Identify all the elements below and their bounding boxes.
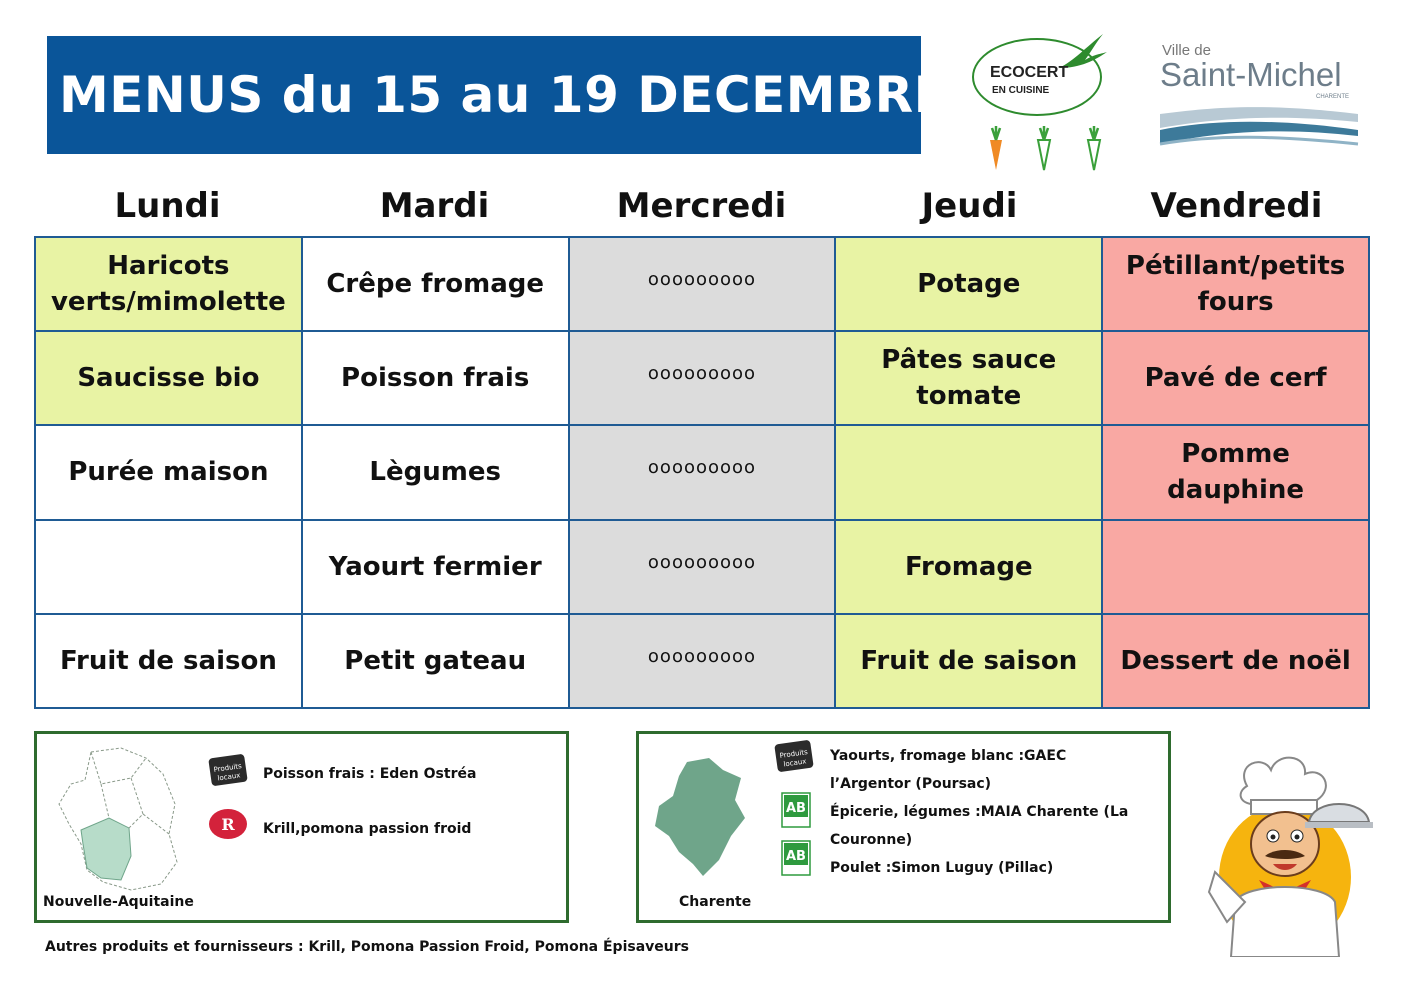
menu-cell: Pâtes sauce tomate <box>835 331 1102 425</box>
menu-cell: ooooooooo <box>569 237 836 331</box>
svg-text:AB: AB <box>786 801 806 816</box>
waves-icon <box>1158 100 1363 152</box>
footer-note: Autres produits et fournisseurs : Krill, Pomona Passion Froid, Pomona Épisaveurs <box>45 939 689 955</box>
day-header-lundi: Lundi <box>114 186 221 226</box>
ab-bio-badge-icon <box>781 840 811 876</box>
day-header-mardi: Mardi <box>379 186 490 226</box>
chef-illustration-icon <box>1205 752 1375 957</box>
menu-cell: Saucisse bio <box>35 331 302 425</box>
saint-michel-name: Saint-Michel <box>1160 56 1342 93</box>
menu-cell: Poisson frais <box>302 331 569 425</box>
menu-cell: Potage <box>835 237 1102 331</box>
regional-suppliers-box <box>34 731 569 923</box>
menu-cell <box>1102 520 1369 614</box>
ab-bio-badge-icon <box>781 792 811 828</box>
day-header-mercredi: Mercredi <box>616 186 787 226</box>
charente-map-icon <box>649 756 749 881</box>
menu-cell: ooooooooo <box>569 614 836 708</box>
saint-michel-logo <box>1158 40 1368 155</box>
page-title: MENUS du 15 au 19 DECEMBRE <box>59 66 949 124</box>
menu-cell: Pétillant/petits fours <box>1102 237 1369 331</box>
france-map-icon <box>51 744 181 894</box>
menu-cell: Pavé de cerf <box>1102 331 1369 425</box>
menu-cell: Lègumes <box>302 425 569 519</box>
svg-text:locaux: locaux <box>783 757 807 769</box>
svg-text:locaux: locaux <box>217 771 241 783</box>
menu-cell: Pomme dauphine <box>1102 425 1369 519</box>
menu-cell: Fromage <box>835 520 1102 614</box>
menu-cell: ooooooooo <box>569 520 836 614</box>
saint-michel-region: CHARENTE <box>1316 94 1350 100</box>
ecocert-subtitle: EN CUISINE <box>992 85 1050 96</box>
map-label-nouvelle-aquitaine: Nouvelle-Aquitaine <box>43 894 194 910</box>
supplier-text: Poisson frais : Eden Ostréa <box>263 766 477 782</box>
svg-text:AB: AB <box>786 849 806 864</box>
menu-cell: ooooooooo <box>569 425 836 519</box>
menu-cell: Yaourt fermier <box>302 520 569 614</box>
title-banner <box>47 36 949 154</box>
menu-cell: Crêpe fromage <box>302 237 569 331</box>
supplier-text: Poulet :Simon Luguy (Pillac) <box>830 860 1054 876</box>
ecocert-name: ECOCERT <box>990 64 1069 81</box>
ecocert-logo <box>960 28 1120 178</box>
produits-locaux-badge-icon <box>207 750 249 790</box>
svg-text:Produits: Produits <box>779 748 809 760</box>
menu-cell: Fruit de saison <box>35 614 302 708</box>
day-header-vendredi: Vendredi <box>1150 186 1323 226</box>
day-header-jeudi: Jeudi <box>921 186 1018 226</box>
menu-cell <box>835 425 1102 519</box>
saint-michel-ville: Ville de <box>1162 42 1211 59</box>
menu-cell: ooooooooo <box>569 331 836 425</box>
carrots-icon <box>980 126 1110 174</box>
menu-cell: Purée maison <box>35 425 302 519</box>
menu-cell: Petit gateau <box>302 614 569 708</box>
produits-locaux-badge-icon <box>773 736 815 776</box>
svg-text:Produits: Produits <box>213 762 243 774</box>
supplier-text: Krill,pomona passion froid <box>263 821 472 837</box>
label-rouge-badge-icon <box>207 806 249 842</box>
menu-cell: Fruit de saison <box>835 614 1102 708</box>
svg-text:R: R <box>221 815 235 834</box>
menu-cell: Dessert de noël <box>1102 614 1369 708</box>
supplier-text: Yaourts, fromage blanc :GAEC l’Argentor (Poursac) <box>830 748 1067 792</box>
map-label-charente: Charente <box>679 894 752 910</box>
supplier-text: Épicerie, légumes :MAIA Charente (La Couronne) <box>830 804 1129 848</box>
menu-cell <box>35 520 302 614</box>
local-suppliers-box <box>636 731 1171 923</box>
menu-grid <box>34 236 1370 709</box>
menu-cell: Haricots verts/mimolette <box>35 237 302 331</box>
